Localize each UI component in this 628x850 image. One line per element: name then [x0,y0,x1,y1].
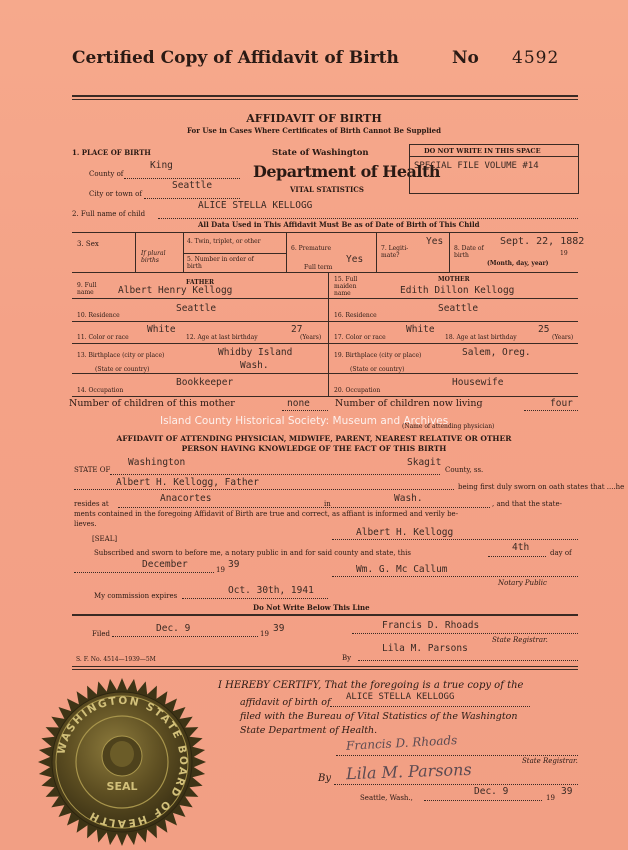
full-term-label: Full term [304,264,333,271]
father-years-label: (Years) [300,334,322,341]
statements-line-1: , and that the state- [492,500,562,508]
in-label: in [324,500,331,508]
sex-label: 3. Sex [77,240,99,248]
month-value: December [142,559,188,570]
special-file-value: SPECIAL FILE VOLUME #14 [414,161,539,171]
dob-value: Sept. 22, 1882 [500,236,585,247]
document-title: Certified Copy of Affidavit of Birth [72,48,399,68]
archive-watermark: Island County Historical Society: Museum and Archives [160,415,449,427]
certify-child-name: ALICE STELLA KELLOGG [346,692,455,702]
father-color-label: 11. Color or race [77,334,129,341]
twin-label: 4. Twin, triplet, or other [187,238,261,245]
place-label: Seattle, Wash., [360,794,413,802]
notary-label: Notary Public [498,579,547,587]
children-living-value: four [550,398,573,409]
registrar-name: Francis D. Rhoads [382,620,480,631]
father-heading: FATHER [186,279,214,286]
certify-line-4: State Department of Health. [240,725,378,736]
full-name-value: ALICE STELLA KELLOGG [198,200,313,211]
dob-format: (Month, day, year) [487,260,549,267]
children-living-label: Number of children now living [335,398,483,409]
father-state-country-label: (State or country) [95,366,150,373]
mother-color-value: White [406,324,435,335]
place-of-birth-label: 1. PLACE OF BIRTH [72,148,151,157]
seal-graphic [36,676,208,848]
certificate-year-value: 39 [561,786,573,797]
county-of-value: Skagit [407,457,442,468]
county-ss-label: County, ss. [445,466,484,474]
full-term-value: Yes [346,254,364,265]
state-of-label: STATE OF [74,466,111,474]
father-age-value: 27 [291,324,303,335]
subscribed-text: Subscribed and sworn to before me, a notary public in and for said county and state, this [94,549,411,557]
affidavit-heading-1: AFFIDAVIT OF ATTENDING PHYSICIAN, MIDWIFE, PARENT, NEAREST RELATIVE OR OTHER [116,434,512,443]
premature-label: 6. Premature [291,245,332,252]
all-data-note: All Data Used in This Affidavit Must Be as of Date of Birth of This Child [198,220,480,229]
affiant-name: Albert H. Kellogg, Father [116,477,259,488]
sworn-text: being first duly sworn on oath states that ....he [458,483,625,491]
department-label: Department of Health [253,162,441,181]
statements-line-2: ments contained in the foregoing Affidavit of Birth are true and correct, as affiant is informed and verily be- [74,510,459,518]
day-value: 4th [512,542,530,553]
mother-residence-value: Seattle [438,303,479,314]
father-occupation-value: Bookkeeper [176,377,234,388]
county-label: County of [89,170,124,178]
by-name: Lila M. Parsons [382,643,468,654]
mother-state-country-label: (State or country) [350,366,405,373]
certificate-by-label: By [318,773,331,784]
seal-bracket-label: [SEAL] [92,535,118,543]
mother-residence-label: 16. Residence [334,312,377,319]
mother-age-label: 18. Age at last birthday [445,334,517,341]
certificate-registrar-label: State Registrar. [522,757,578,765]
certify-line-2-label: affidavit of birth of [240,697,331,708]
certify-line-1: I HEREBY CERTIFY, That the foregoing is a true copy of the [218,680,524,691]
mother-name-label: 15. Full maiden name [334,276,358,297]
seal-ring-text: WASHINGTON STATE BOARD OF HEALTH [55,694,190,830]
mother-birthplace-label: 19. Birthplace (city or place) [334,352,422,359]
by-signature: Lila M. Parsons [345,759,472,784]
father-color-value: White [147,324,176,335]
commission-value: Oct. 30th, 1941 [228,585,314,596]
full-name-label: 2. Full name of child [72,210,146,218]
notary-name: Wm. G. Mc Callum [356,564,448,575]
resides-value: Anacortes [160,493,212,504]
resides-label: resides at [74,500,109,508]
state-label: State of Washington [272,148,369,158]
dob-year-suffix: 19 [560,250,568,257]
day-of-label: day of [550,549,572,557]
number-label: No [452,48,479,68]
form-subtitle: For Use in Cases Where Certificates of Birth Cannot Be Supplied [186,126,442,135]
by-label: By [342,654,352,662]
attending-physician-note: (Name of attending physician) [402,423,495,430]
father-birthplace-label: 13. Birthplace (city or place) [77,352,165,359]
seal-center-text: SEAL [106,780,138,793]
filed-year-prefix: 19 [260,630,269,638]
mother-years-label: (Years) [552,334,574,341]
father-name-label: 9. Full name [77,282,97,296]
filed-label: Filed [92,630,110,638]
year-value: 39 [228,559,240,570]
county-value: King [150,160,173,171]
order-label: 5. Number in order of birth [187,256,254,270]
mother-age-value: 25 [538,324,550,335]
father-residence-value: Seattle [176,303,217,314]
mother-name-value: Edith Dillon Kellogg [400,285,515,296]
father-age-label: 12. Age at last birthday [186,334,258,341]
state-of-value: Washington [128,457,186,468]
affidavit-heading-2: PERSON HAVING KNOWLEDGE OF THE FACT OF THIS BIRTH [181,444,447,453]
mother-birthplace-city: Salem, Oreg. [462,347,531,358]
father-occupation-label: 14. Occupation [77,387,124,394]
city-value: Seattle [172,180,213,191]
affiant-signature: Albert H. Kellogg [356,527,454,538]
do-not-write-below-label: Do Not Write Below This Line [253,603,370,612]
vital-statistics-label: VITAL STATISTICS [290,185,364,194]
children-mother-label: Number of children of this mother [69,398,235,409]
mother-heading: MOTHER [438,276,470,283]
state-board-seal [36,676,208,848]
form-title: AFFIDAVIT OF BIRTH [246,112,382,125]
registrar-signature: Francis D. Rhoads [345,733,458,753]
registrar-label: State Registrar. [492,636,548,644]
statements-line-3: lieves. [74,520,97,528]
do-not-write-label: DO NOT WRITE IN THIS SPACE [424,147,541,155]
certificate-year-prefix: 19 [546,794,555,802]
father-birthplace-city: Whidby Island [218,347,293,358]
mother-occupation-value: Housewife [452,377,504,388]
form-number: S. F. No. 4514—1939—5M [76,656,156,663]
father-residence-label: 10. Residence [77,312,120,319]
legitimate-value: Yes [426,236,444,247]
office-use-box [409,144,579,194]
father-name-value: Albert Henry Kellogg [118,285,233,296]
resides-state: Wash. [394,493,423,504]
plural-label: If plural births [141,250,166,264]
mother-occupation-label: 20. Occupation [334,387,381,394]
father-birthplace-state: Wash. [240,360,269,371]
legitimate-label: 7. Legiti-mate? [381,245,409,259]
certify-line-3: filed with the Bureau of Vital Statistics of the Washington [240,711,518,722]
commission-label: My commission expires [94,592,178,600]
certificate-date: Dec. 9 [474,786,509,797]
children-mother-value: none [287,398,310,409]
number-value: 4592 [512,48,560,68]
filed-year-value: 39 [273,623,285,634]
mother-color-label: 17. Color or race [334,334,386,341]
year-prefix: 19 [216,566,225,574]
filed-value: Dec. 9 [156,623,191,634]
city-label: City or town of [89,190,142,198]
dob-label: 8. Date of birth [454,245,484,259]
